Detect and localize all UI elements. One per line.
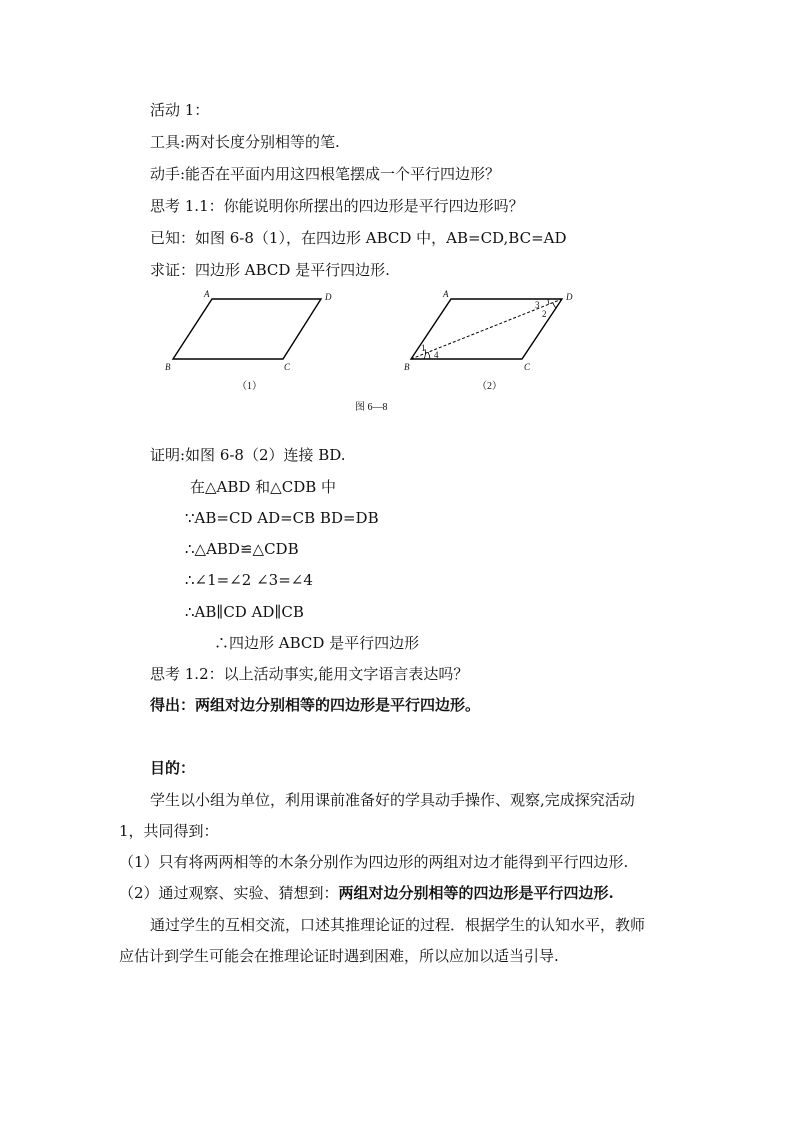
fig2-label-b: B [404, 362, 410, 372]
proof-parallel: ∴AB∥CD AD∥CB [185, 603, 304, 621]
fig2-label-a: A [443, 289, 449, 299]
purpose-item-2 [119, 883, 614, 903]
fig2-angle-4: 4 [434, 350, 439, 360]
purpose-item-2-bold: 两组对边分别相等的四边形是平行四边形. [338, 884, 614, 902]
tools-line: 工具:两对长度分别相等的笔. [150, 133, 340, 151]
fig1-label-c: C [284, 362, 291, 372]
proof-in-triangles: 在△ABD 和△CDB 中 [190, 478, 337, 496]
figure-caption: 图 6—8 [355, 402, 388, 413]
purpose-p2-line1: 通过学生的互相交流，口述其推理论证的过程．根据学生的认知水平，教师 [150, 916, 646, 934]
fig2-angle-1: 1 [421, 343, 426, 353]
result-line: 得出：两组对边分别相等的四边形是平行四边形。 [150, 696, 481, 714]
angle-arc-3 [548, 299, 549, 304]
fig1-label-b: B [165, 362, 171, 372]
fig2-label-d: D [566, 292, 573, 302]
proof-because: ∵AB=CD AD=CB BD=DB [185, 509, 379, 527]
purpose-item-2-prefix: （2）通过观察、实验、猜想到： [119, 884, 339, 902]
prove-line: 求证：四边形 ABCD 是平行四边形. [150, 261, 390, 279]
hands-on-line: 动手:能否在平面内用这四根笔摆成一个平行四边形？ [150, 165, 501, 183]
purpose-p1-line1: 学生以小组为单位，利用课前准备好的学具动手操作、观察,完成探究活动 [150, 791, 635, 809]
proof-congruent: ∴△ABD≌△CDB [185, 540, 299, 558]
fig2-caption: （2） [477, 381, 502, 392]
purpose-title: 目的： [150, 759, 196, 777]
purpose-p2-line2: 应估计到学生可能会在推理论证时遇到困难，所以应加以适当引导. [119, 947, 559, 965]
angle-arc-2 [553, 303, 556, 308]
parallelogram-1 [173, 299, 321, 359]
fig1-label-a: A [204, 289, 210, 299]
given-line: 已知：如图 6-8（1），在四边形 ABCD 中，AB=CD,BC=AD [150, 229, 567, 247]
fig2-angle-2: 2 [542, 309, 547, 319]
proof-conclusion: ∴四边形 ABCD 是平行四边形 [214, 634, 420, 652]
purpose-p1-line2: 1，共同得到： [119, 822, 219, 840]
fig1-label-d: D [325, 292, 332, 302]
proof-angles: ∴∠1=∠2 ∠3=∠4 [185, 571, 313, 589]
fig2-label-c: C [524, 362, 531, 372]
fig1-caption: （1） [237, 381, 262, 392]
think-1-2: 思考 1.2：以上活动事实,能用文字语言表达吗？ [150, 665, 469, 683]
angle-arc-4 [428, 352, 430, 359]
activity-title: 活动 1： [150, 101, 210, 119]
proof-intro: 证明:如图 6-8（2）连接 BD. [150, 446, 346, 464]
think-1-1: 思考 1.1：你能说明你所摆出的四边形是平行四边形吗？ [150, 197, 524, 215]
purpose-item-1: （1）只有将两两相等的木条分别作为四边形的两组对边才能得到平行四边形. [119, 853, 629, 871]
fig2-angle-3: 3 [535, 300, 540, 310]
